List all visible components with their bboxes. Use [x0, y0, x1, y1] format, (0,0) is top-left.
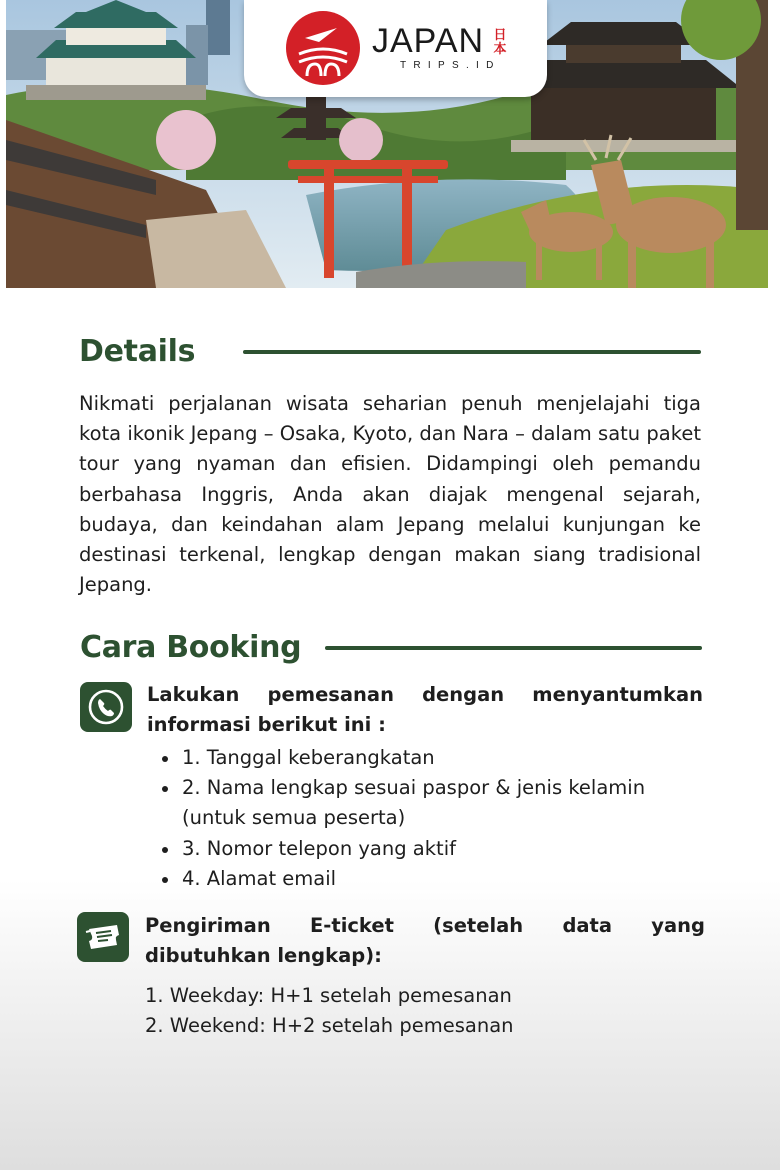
list-item: 3. Nomor telepon yang aktif	[147, 834, 687, 864]
details-description: Nikmati perjalanan wisata seharian penuh menjelajahi tiga kota ikonik Jepang – Osaka, Kyoto, dan Nara – dalam satu paket tour yang nyaman dan efisien. Didampingi oleh pemandu berbahasa Inggris, Anda akan diajak mengenal sejarah, budaya, dan keindahan alam Jepang melalui kunjungan ke destinasi terkenal, lengkap dengan makan siang tradisional Jepang.	[79, 392, 701, 597]
booking-divider	[325, 646, 702, 650]
details-heading: Details	[79, 334, 196, 369]
phone-icon	[80, 682, 132, 732]
hero-banner-image	[6, 0, 768, 288]
eticket-delivery-list	[145, 981, 705, 1041]
brand-kanji: 日本	[493, 28, 507, 57]
ticket-icon	[77, 912, 129, 962]
booking-step1-title: Lakukan pemesanan dengan menyantumkan informasi berikut ini :	[147, 683, 703, 736]
brand-logo-card	[244, 0, 547, 97]
list-item: 4. Alamat email	[147, 864, 687, 894]
list-item: 2. Weekend: H+2 setelah pemesanan	[145, 1014, 514, 1038]
booking-required-info-list	[147, 743, 687, 894]
booking-step2-title: Pengiriman E-ticket (setelah data yang dibutuhkan lengkap):	[145, 914, 705, 967]
list-item: 2. Nama lengkap sesuai paspor & jenis kelamin (untuk semua peserta)	[147, 773, 687, 833]
booking-heading: Cara Booking	[80, 630, 302, 665]
brand-subline: TRIPS.ID	[400, 60, 501, 71]
brand-logo-icon	[285, 10, 361, 86]
details-section-header	[79, 334, 701, 369]
brand-name: JAPAN	[372, 22, 485, 60]
list-item: 1. Tanggal keberangkatan	[147, 743, 687, 773]
details-divider	[243, 350, 701, 354]
list-item: 1. Weekday: H+1 setelah pemesanan	[145, 984, 512, 1007]
booking-section-header	[80, 630, 702, 665]
